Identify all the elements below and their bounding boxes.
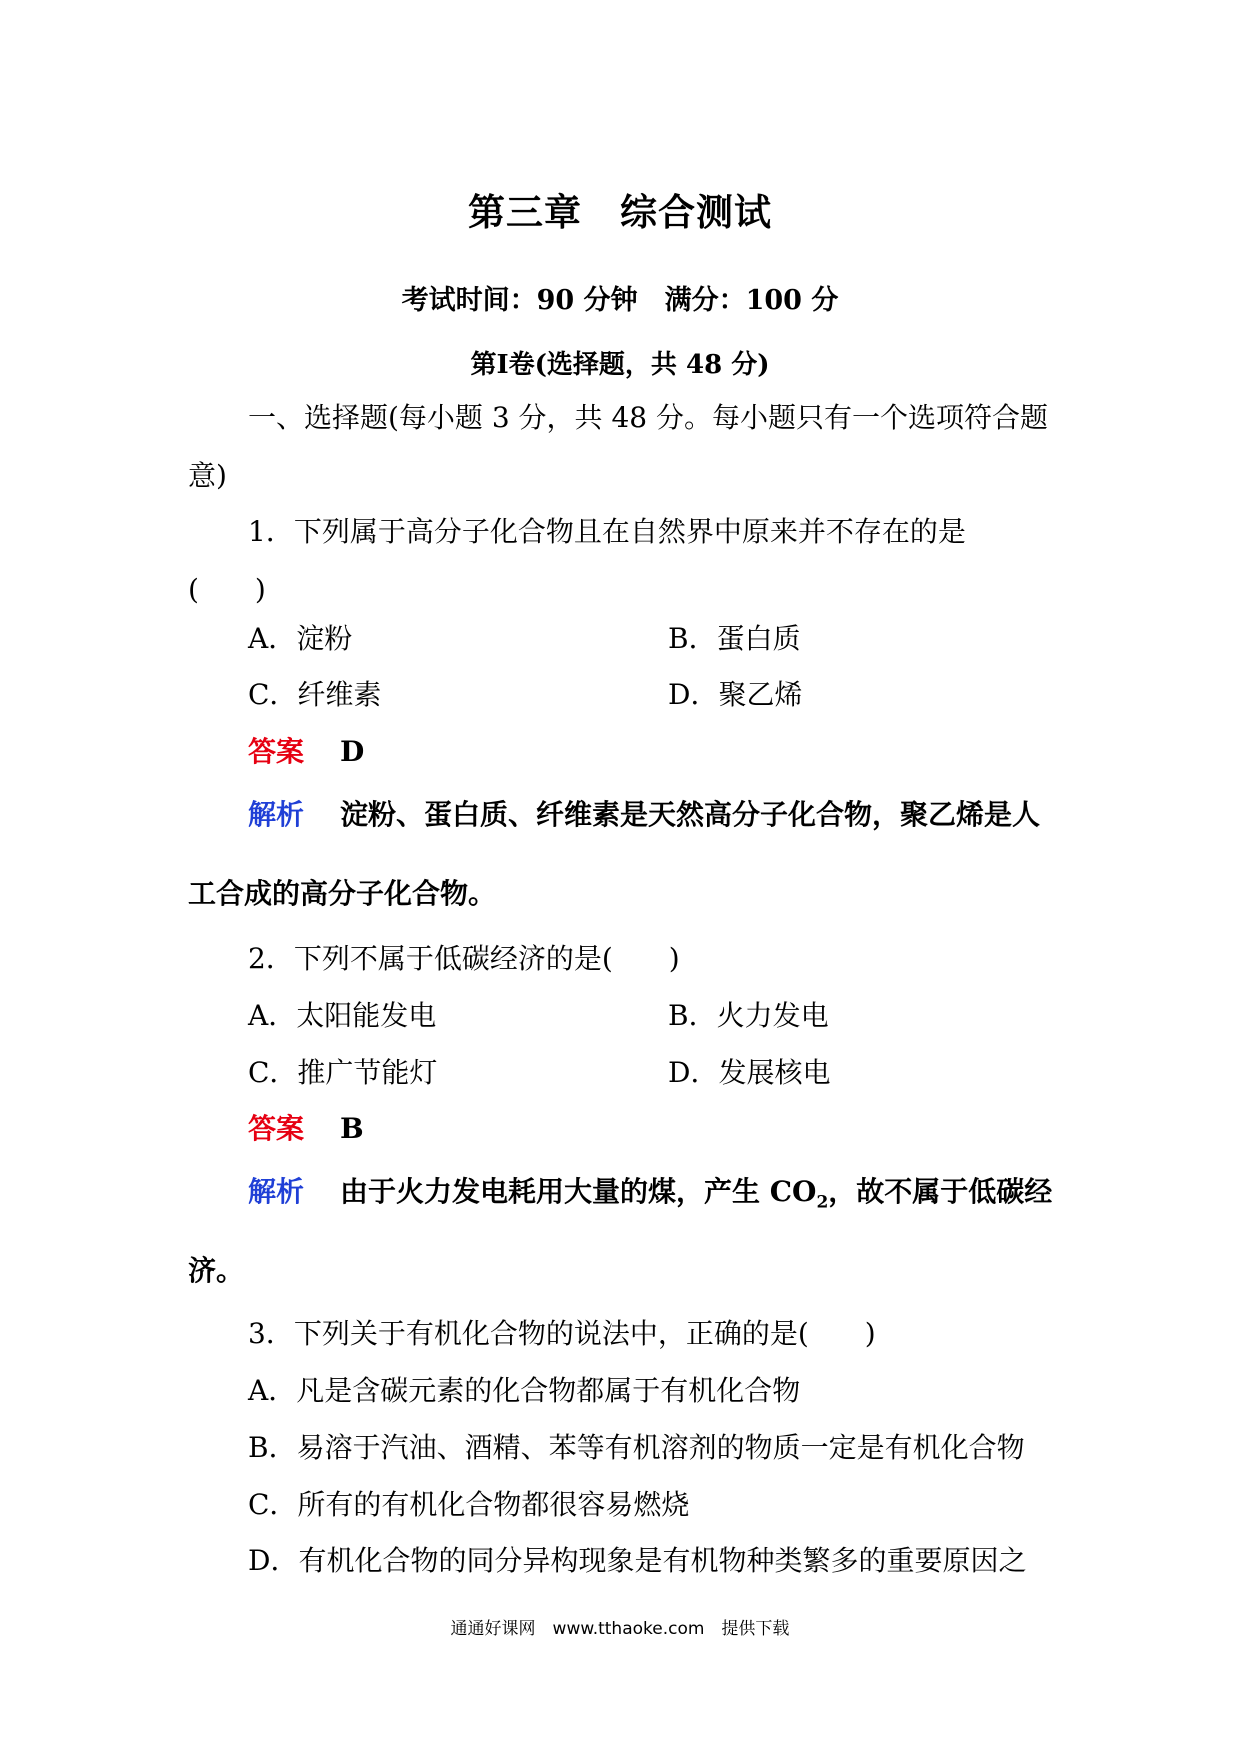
analysis-subscript: 2 bbox=[816, 1192, 829, 1213]
q1-stem-line-1: 1．下列属于高分子化合物且在自然界中原来并不存在的是 bbox=[248, 515, 966, 548]
q3-option-b: B．易溶于汽油、酒精、苯等有机溶剂的物质一定是有机化合物 bbox=[248, 1431, 1025, 1464]
q1-option-a: A．淀粉 bbox=[248, 622, 353, 655]
q3-option-d: D．有机化合物的同分异构现象是有机物种类繁多的重要原因之 bbox=[248, 1544, 1027, 1577]
q1-answer bbox=[248, 734, 364, 770]
page-footer: 通通好课网 www.tthaoke.com 提供下载 bbox=[450, 1619, 790, 1639]
answer-value: B bbox=[340, 1112, 364, 1145]
q2-analysis-line-2: 济。 bbox=[188, 1254, 245, 1287]
q1-analysis-line-2: 工合成的高分子化合物。 bbox=[188, 877, 497, 910]
q2-option-d: D．发展核电 bbox=[668, 1056, 831, 1089]
analysis-label: 解析 bbox=[248, 798, 305, 831]
q1-stem-line-2: ( ) bbox=[188, 573, 266, 606]
instructions-line-1: 一、选择题(每小题 3 分，共 48 分。每小题只有一个选项符合题 bbox=[248, 401, 1048, 434]
analysis-text: 由于火力发电耗用大量的煤，产生 CO bbox=[340, 1175, 817, 1208]
page-title: 第三章 综合测试 bbox=[468, 190, 772, 234]
q2-option-c: C．推广节能灯 bbox=[248, 1056, 438, 1089]
instructions-line-2: 意) bbox=[188, 459, 227, 492]
q3-stem: 3．下列关于有机化合物的说法中，正确的是( ) bbox=[248, 1317, 876, 1350]
q1-analysis-line-1 bbox=[248, 797, 1040, 833]
q1-option-b: B．蛋白质 bbox=[668, 622, 801, 655]
q2-answer bbox=[248, 1111, 364, 1147]
section-heading: 第Ⅰ卷(选择题，共 48 分) bbox=[470, 350, 770, 380]
q3-option-a: A．凡是含碳元素的化合物都属于有机化合物 bbox=[248, 1374, 801, 1407]
answer-label: 答案 bbox=[248, 1112, 305, 1145]
analysis-label: 解析 bbox=[248, 1175, 305, 1208]
q1-option-d: D．聚乙烯 bbox=[668, 678, 803, 711]
q2-option-b: B．火力发电 bbox=[668, 999, 829, 1032]
q1-option-c: C．纤维素 bbox=[248, 678, 382, 711]
analysis-text: 淀粉、蛋白质、纤维素是天然高分子化合物，聚乙烯是人 bbox=[340, 798, 1041, 831]
q3-option-c: C．所有的有机化合物都很容易燃烧 bbox=[248, 1488, 690, 1521]
q2-option-a: A．太阳能发电 bbox=[248, 999, 437, 1032]
answer-value: D bbox=[340, 735, 365, 768]
answer-label: 答案 bbox=[248, 735, 305, 768]
exam-info: 考试时间：90 分钟 满分：100 分 bbox=[401, 285, 839, 316]
analysis-text-cont: ，故不属于低碳经 bbox=[828, 1175, 1053, 1208]
q2-analysis-line-1 bbox=[248, 1174, 1052, 1221]
q2-stem: 2．下列不属于低碳经济的是( ) bbox=[248, 942, 680, 975]
